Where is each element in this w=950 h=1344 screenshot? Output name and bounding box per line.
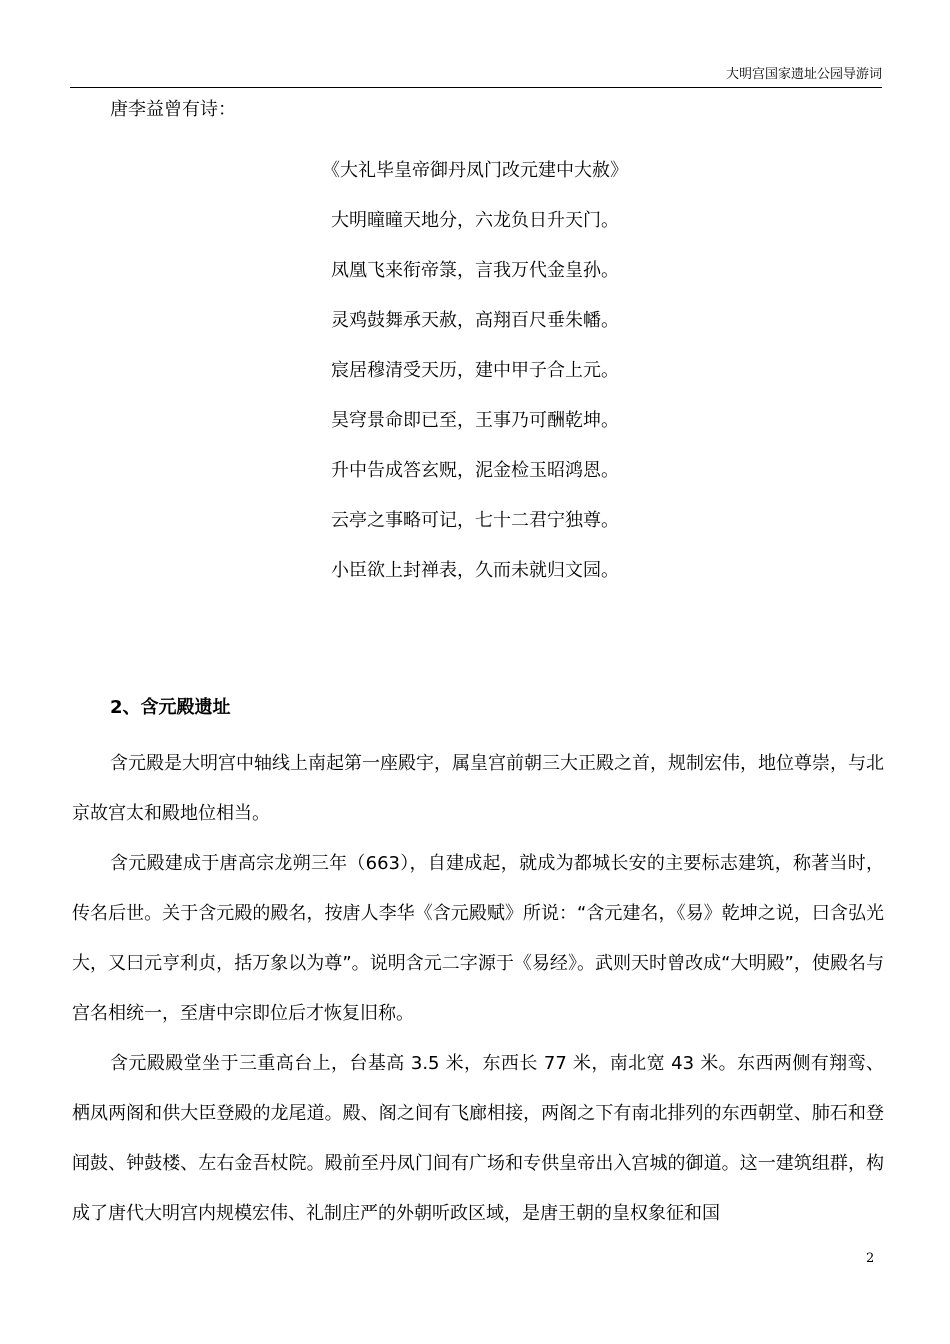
poem-line: 昊穹景命即已至，王事乃可酬乾坤。 xyxy=(331,410,619,431)
poem-line: 大明曈曈天地分，六龙负日升天门。 xyxy=(331,210,619,231)
poem-line: 凤凰飞来衔帝箓，言我万代金皇孙。 xyxy=(331,260,619,281)
section-heading: 2、含元殿遗址 xyxy=(110,697,231,718)
poem-line: 灵鸡鼓舞承天赦，高翔百尺垂朱幡。 xyxy=(331,310,619,331)
poem-title: 《大礼毕皇帝御丹凤门改元建中大赦》 xyxy=(322,160,628,181)
page-number: 2 xyxy=(866,1251,875,1266)
paragraph: 含元殿殿堂坐于三重高台上，台基高 3.5 米，东西长 77 米，南北宽 43 米。东西两侧有翔鸾、栖凤两阁和供大臣登殿的龙尾道。殿、阁之间有飞廊相接，两阁之下有南北排列的东西朝堂、肺石和登闻鼓、钟鼓楼、左右金吾杖院。殿前至丹凤门间有广场和专供皇帝出入宫城的御道。这一建筑组群，构成了唐代大明宫内规模宏伟、礼制庄严的外朝听政区域，是唐王朝的皇权象征和国 xyxy=(72,1053,884,1224)
section-body xyxy=(72,739,884,1239)
paragraph: 含元殿建成于唐高宗龙朔三年（663），自建成起，就成为都城长安的主要标志建筑，称著当时，传名后世。关于含元殿的殿名，按唐人李华《含元殿赋》所说：“含元建名，《易》乾坤之说，曰含弘光大，又曰元亨利贞，括万象以为尊”。说明含元二字源于《易经》。武则天时曾改成“大明殿”，使殿名与宫名相统一，至唐中宗即位后才恢复旧称。 xyxy=(72,853,884,1024)
poem-line: 宸居穆清受天历，建中甲子合上元。 xyxy=(331,360,619,381)
poem-line: 升中告成答玄贶，泥金检玉昭鸿恩。 xyxy=(331,460,619,481)
poem xyxy=(0,146,950,596)
poem-line: 云亭之事略可记，七十二君宁独尊。 xyxy=(331,510,619,531)
header-rule xyxy=(70,87,882,88)
page-header: 大明宫国家遗址公园导游词 xyxy=(725,67,882,82)
poem-line: 小臣欲上封禅表，久而未就归文园。 xyxy=(331,560,619,581)
paragraph: 含元殿是大明宫中轴线上南起第一座殿宇，属皇宫前朝三大正殿之首，规制宏伟，地位尊崇，与北京故宫太和殿地位相当。 xyxy=(72,753,884,824)
intro-line: 唐李益曾有诗： xyxy=(110,99,236,120)
